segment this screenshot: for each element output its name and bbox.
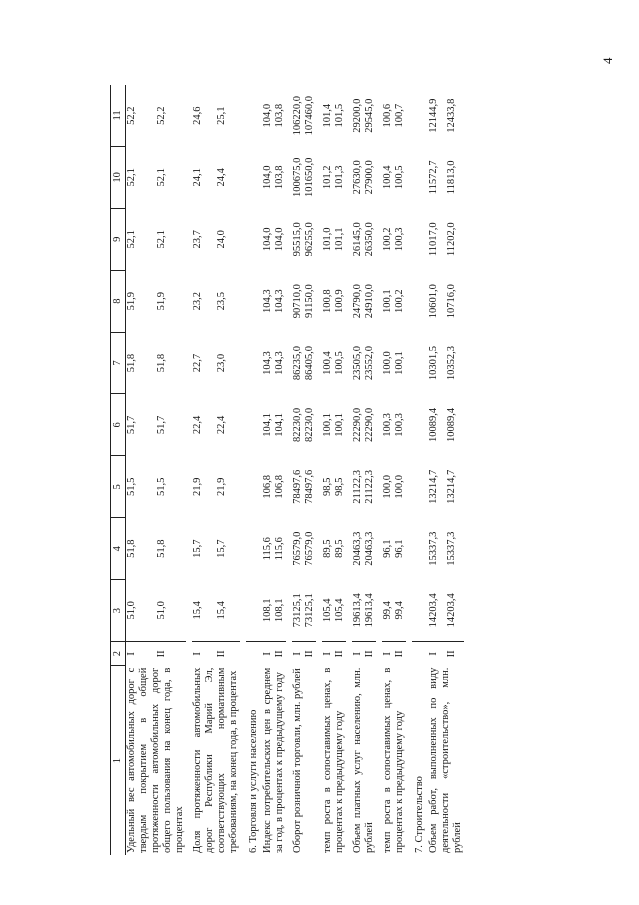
value-cell: 51,8: [156, 539, 168, 558]
value-cell: 100,0: [394, 475, 405, 499]
value-cell: 10089,4: [446, 407, 457, 442]
value-cell: 51,9: [126, 291, 137, 311]
value-cell: 24,0: [216, 230, 227, 249]
empty-cell: [246, 332, 262, 394]
value-cell: 21,9: [192, 477, 203, 496]
variant-cell: II: [304, 642, 316, 666]
value-cell: 21122,3: [364, 469, 375, 504]
value-cell: 10716,0: [446, 284, 457, 319]
table-row: [262, 85, 274, 855]
table-body: [126, 85, 471, 855]
variant-cell: II: [394, 642, 406, 666]
indicator-label: темп роста в сопоставимых ценах, в процентах к предыдущему году: [382, 667, 405, 853]
value-cell: 105,4: [334, 598, 345, 623]
value-cell: 91150,0: [304, 284, 315, 319]
value-cell: 10601,0: [428, 284, 439, 319]
value-cell: 23,0: [216, 353, 227, 373]
value-cell: 24,4: [216, 168, 227, 187]
empty-cell: [246, 642, 262, 666]
empty-cell: [412, 270, 428, 332]
value-cell: 89,5: [334, 539, 345, 558]
indicator-label: Оборот розничной торговли, млн. рублей: [292, 668, 303, 853]
value-cell: 52,1: [126, 230, 137, 249]
value-cell: 19613,4: [352, 593, 363, 628]
value-cell: 15,4: [216, 601, 227, 620]
indicator-label: Удельный вес автомобильных дорог с твердым покрытием в общей протяженности автомобильных дорог общего пользования на конец года, в процентах: [126, 667, 185, 853]
value-cell: 73125,1: [304, 593, 315, 628]
value-cell: 100,2: [382, 227, 393, 252]
value-cell: 101,1: [334, 227, 345, 252]
empty-cell: [246, 85, 262, 146]
variant-cell: II: [156, 642, 186, 666]
value-cell: 22,4: [192, 415, 203, 435]
indicator-label: Объем платных услуг населению, млн. рублей: [352, 667, 375, 853]
value-cell: 107460,0: [304, 96, 315, 136]
value-cell: 51,5: [156, 477, 168, 496]
value-cell: 23505,0: [352, 345, 363, 381]
value-cell: 100,5: [394, 165, 405, 190]
header-cell: 11: [111, 85, 126, 146]
table-row: [352, 85, 364, 855]
value-cell: 51,8: [126, 539, 137, 558]
value-cell: 51,7: [156, 415, 168, 435]
value-cell: 27900,0: [364, 160, 375, 195]
header-cell: 10: [111, 146, 126, 208]
empty-cell: [246, 518, 262, 580]
value-cell: 15,4: [192, 601, 203, 620]
value-cell: 98,5: [322, 477, 333, 496]
value-cell: 100,3: [382, 413, 393, 437]
value-cell: 101,5: [334, 103, 345, 128]
value-cell: 103,8: [274, 165, 285, 190]
value-cell: 26145,0: [352, 222, 363, 257]
variant-cell: II: [274, 642, 286, 666]
value-cell: 24,6: [192, 106, 203, 125]
value-cell: 51,0: [156, 601, 168, 620]
value-cell: 15,7: [192, 539, 203, 558]
value-cell: 24910,0: [364, 284, 375, 319]
value-cell: 22290,0: [364, 407, 375, 442]
value-cell: 86405,0: [304, 345, 315, 381]
value-cell: 10352,3: [446, 345, 457, 381]
value-cell: 22,4: [216, 415, 227, 435]
empty-cell: [246, 270, 262, 332]
empty-cell: [412, 580, 428, 642]
table-row: [322, 85, 334, 855]
section-title: 6. Торговля и услуги населению: [248, 709, 259, 853]
variant-cell: I: [382, 642, 394, 666]
value-cell: 101650,0: [304, 157, 315, 198]
empty-cell: [412, 518, 428, 580]
variant-cell: II: [446, 642, 464, 666]
value-cell: 27630,0: [352, 160, 363, 195]
value-cell: 104,0: [262, 103, 273, 128]
empty-cell: [412, 394, 428, 456]
value-cell: 52,1: [156, 168, 168, 187]
value-cell: 100,3: [394, 227, 405, 252]
indicator-label: Объем работ, выполненных по виду деятельности «строительство», млн. рублей: [428, 667, 463, 853]
value-cell: 11813,0: [446, 160, 457, 195]
value-cell: 100,1: [394, 351, 405, 375]
variant-cell: II: [364, 642, 376, 666]
value-cell: 101,3: [334, 165, 345, 190]
variant-cell: I: [192, 642, 216, 666]
value-cell: 51,9: [156, 291, 168, 311]
value-cell: 104,0: [262, 227, 273, 252]
variant-cell: I: [126, 642, 157, 666]
value-cell: 20463,3: [352, 531, 363, 566]
value-cell: 104,0: [262, 165, 273, 190]
variant-cell: II: [216, 642, 240, 666]
value-cell: 89,5: [322, 539, 333, 558]
table-header-row: [111, 85, 126, 855]
value-cell: 82230,0: [292, 407, 303, 442]
table-row: [126, 85, 157, 855]
rotated-page-content: [110, 85, 590, 855]
value-cell: 21,9: [216, 477, 227, 496]
value-cell: 100,5: [334, 351, 345, 375]
table-row: [428, 85, 446, 855]
value-cell: 101,4: [322, 103, 333, 128]
value-cell: 106,8: [262, 475, 273, 499]
empty-cell: [412, 208, 428, 270]
variant-cell: I: [428, 642, 446, 666]
value-cell: 100,0: [382, 475, 393, 499]
value-cell: 21122,3: [352, 469, 363, 504]
variant-cell: I: [352, 642, 364, 666]
value-cell: 52,2: [156, 106, 168, 125]
value-cell: 11202,0: [446, 222, 457, 257]
value-cell: 15,7: [216, 539, 227, 558]
value-cell: 22,7: [192, 353, 203, 373]
value-cell: 76579,0: [292, 531, 303, 566]
value-cell: 100675,0: [292, 157, 303, 198]
value-cell: 10089,4: [428, 407, 439, 442]
empty-cell: [412, 642, 428, 666]
value-cell: 14203,4: [428, 593, 439, 628]
value-cell: 29200,0: [352, 98, 363, 133]
value-cell: 104,3: [262, 289, 273, 313]
value-cell: 52,2: [126, 106, 137, 125]
value-cell: 100,7: [394, 103, 405, 128]
value-cell: 24790,0: [352, 284, 363, 319]
section-row: [246, 85, 262, 855]
empty-cell: [246, 394, 262, 456]
value-cell: 25,1: [216, 106, 227, 125]
value-cell: 96,1: [394, 539, 405, 558]
value-cell: 52,1: [126, 168, 137, 187]
value-cell: 101,2: [322, 165, 333, 190]
table-row: [192, 85, 216, 855]
indicator-label: Доля протяженности автомобильных дорог Республики Марий Эл, соответствующих нормативным требованиям, на конец года, в процентах: [192, 667, 239, 853]
value-cell: 12144,9: [428, 98, 439, 133]
spacer-row: [464, 85, 470, 855]
value-cell: 96,1: [382, 539, 393, 558]
value-cell: 100,1: [322, 413, 333, 437]
empty-cell: [246, 146, 262, 208]
value-cell: 15337,3: [428, 531, 439, 566]
value-cell: 51,7: [126, 415, 137, 435]
value-cell: 23552,0: [364, 345, 375, 381]
header-cell: 4: [111, 518, 126, 580]
value-cell: 100,0: [382, 351, 393, 375]
value-cell: 51,8: [156, 353, 168, 373]
value-cell: 103,8: [274, 103, 285, 128]
value-cell: 10301,5: [428, 345, 439, 381]
value-cell: 23,2: [192, 291, 203, 311]
variant-cell: I: [262, 642, 274, 666]
header-cell: 1: [111, 666, 126, 855]
forecast-table: [110, 85, 470, 855]
value-cell: 11017,0: [428, 222, 439, 257]
section-row: [412, 85, 428, 855]
value-cell: 99,4: [382, 601, 393, 620]
indicator-label: Индекс потребительских цен в среднем за год, в процентах к предыдущему году: [262, 667, 285, 853]
value-cell: 76579,0: [304, 531, 315, 566]
empty-cell: [412, 85, 428, 146]
value-cell: 15337,3: [446, 531, 457, 566]
value-cell: 26350,0: [364, 222, 375, 257]
value-cell: 11572,7: [428, 160, 439, 195]
value-cell: 51,8: [126, 353, 137, 373]
value-cell: 104,3: [262, 351, 273, 375]
value-cell: 100,9: [334, 289, 345, 313]
value-cell: 13214,7: [446, 469, 457, 504]
value-cell: 12433,8: [446, 98, 457, 133]
empty-cell: [412, 146, 428, 208]
value-cell: 115,6: [274, 537, 285, 561]
value-cell: 29545,0: [364, 98, 375, 133]
header-cell: 6: [111, 394, 126, 456]
value-cell: 108,1: [262, 598, 273, 623]
variant-cell: I: [322, 642, 334, 666]
value-cell: 14203,4: [446, 593, 457, 628]
value-cell: 22290,0: [352, 407, 363, 442]
header-cell: 9: [111, 208, 126, 270]
value-cell: 106220,0: [292, 96, 303, 136]
value-cell: 78497,6: [304, 469, 315, 504]
value-cell: 100,1: [382, 289, 393, 313]
value-cell: 24,1: [192, 168, 203, 187]
value-cell: 100,2: [394, 289, 405, 313]
value-cell: 98,5: [334, 477, 345, 496]
value-cell: 104,3: [274, 289, 285, 313]
value-cell: 108,1: [274, 598, 285, 623]
page-number: 4: [600, 57, 615, 64]
value-cell: 51,5: [126, 477, 137, 496]
value-cell: 100,6: [382, 103, 393, 128]
header-cell: 2: [111, 642, 126, 666]
value-cell: 104,1: [262, 413, 273, 437]
value-cell: 96255,0: [304, 222, 315, 257]
value-cell: 104,3: [274, 351, 285, 375]
spacer-cell: [464, 85, 470, 855]
value-cell: 100,4: [322, 351, 333, 375]
value-cell: 23,7: [192, 230, 203, 249]
empty-cell: [412, 456, 428, 518]
table-row: [382, 85, 394, 855]
value-cell: 82230,0: [304, 407, 315, 442]
header-cell: 5: [111, 456, 126, 518]
value-cell: 100,8: [322, 289, 333, 313]
indicator-label: темп роста в сопоставимых ценах, в процентах к предыдущему году: [322, 667, 345, 853]
value-cell: 105,4: [322, 598, 333, 623]
empty-cell: [246, 580, 262, 642]
variant-cell: II: [334, 642, 346, 666]
value-cell: 104,0: [274, 227, 285, 252]
value-cell: 106,8: [274, 475, 285, 499]
value-cell: 100,1: [334, 413, 345, 437]
empty-cell: [246, 456, 262, 518]
table-row: [292, 85, 304, 855]
header-cell: 8: [111, 270, 126, 332]
value-cell: 13214,7: [428, 469, 439, 504]
value-cell: 95515,0: [292, 222, 303, 257]
value-cell: 104,1: [274, 413, 285, 437]
value-cell: 90710,0: [292, 284, 303, 319]
value-cell: 86235,0: [292, 345, 303, 381]
value-cell: 101,0: [322, 227, 333, 252]
empty-cell: [412, 332, 428, 394]
value-cell: 23,5: [216, 291, 227, 311]
value-cell: 73125,1: [292, 593, 303, 628]
value-cell: 52,1: [156, 230, 168, 249]
header-cell: 7: [111, 332, 126, 394]
value-cell: 115,6: [262, 537, 273, 561]
header-cell: 3: [111, 580, 126, 642]
variant-cell: I: [292, 642, 304, 666]
value-cell: 99,4: [394, 601, 405, 620]
value-cell: 100,3: [394, 413, 405, 437]
section-title: 7. Строительство: [414, 776, 425, 853]
value-cell: 19613,4: [364, 593, 375, 628]
empty-cell: [246, 208, 262, 270]
value-cell: 20463,3: [364, 531, 375, 566]
value-cell: 100,4: [382, 165, 393, 190]
value-cell: 51,0: [126, 601, 137, 620]
value-cell: 78497,6: [292, 469, 303, 504]
